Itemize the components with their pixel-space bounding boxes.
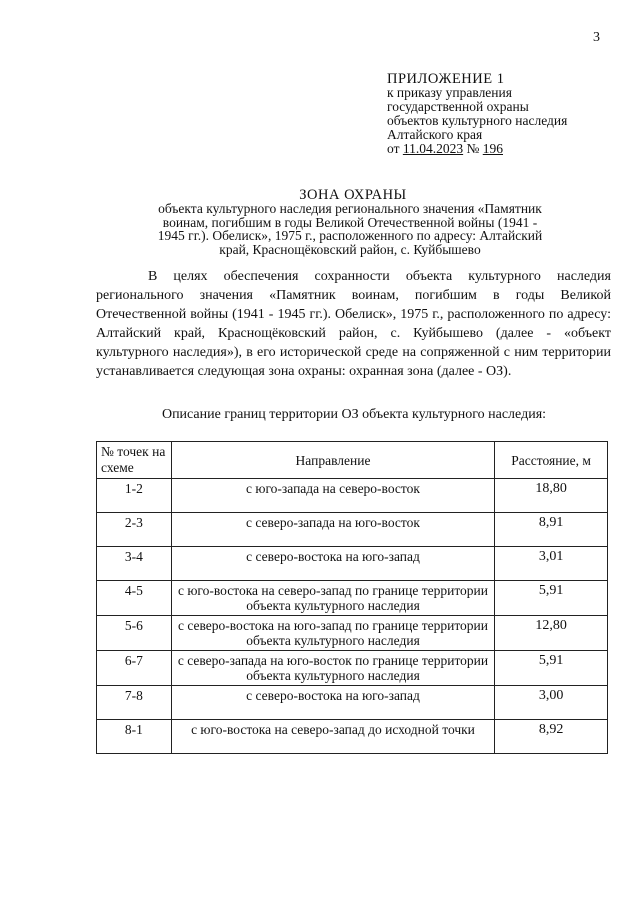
cell-direction: с северо-запада на юго-восток: [171, 513, 494, 547]
appendix-line: Алтайского края: [387, 127, 483, 142]
zone-title: ЗОНА ОХРАНЫ: [299, 187, 407, 203]
borders-table: [96, 441, 608, 754]
table-row: [97, 720, 608, 754]
table-row: [97, 651, 608, 686]
appendix-title: ПРИЛОЖЕНИЕ 1: [387, 71, 505, 87]
order-date: 11.04.2023: [402, 141, 464, 156]
header-direction: Направление: [171, 442, 494, 479]
cell-distance: 12,80: [495, 616, 608, 651]
number-prefix: №: [463, 141, 483, 156]
order-number: 196: [482, 141, 503, 156]
cell-direction: с северо-востока на юго-запад по границе территории объекта культурного наследия: [171, 616, 494, 651]
cell-direction: с юго-запада на северо-восток: [171, 479, 494, 513]
page-number: 3: [593, 30, 600, 45]
cell-direction: с северо-востока на юго-запад: [171, 686, 494, 720]
header-distance: Расстояние, м: [495, 442, 608, 479]
date-prefix: от: [387, 141, 403, 156]
cell-points: 1-2: [97, 479, 172, 513]
zone-subtitle: объекта культурного наследия регионального значения «Памятник воинам, погибшим в годы Великой Отечественной войны (1941 - 1945 гг.). Обелиск», 1975 г., расположенного по адресу: Алтайский край, Краснощёковский район, с. Куйбышево: [157, 201, 543, 257]
appendix-block: [387, 72, 627, 156]
cell-points: 2-3: [97, 513, 172, 547]
cell-points: 5-6: [97, 616, 172, 651]
table-row: [97, 686, 608, 720]
cell-distance: 3,01: [495, 547, 608, 581]
header-points: № точек на схеме: [97, 442, 172, 479]
cell-direction: с юго-востока на северо-запад до исходной точки: [171, 720, 494, 754]
cell-direction: с северо-запада на юго-восток по границе территории объекта культурного наследия: [171, 651, 494, 686]
table-row: [97, 581, 608, 616]
cell-distance: 5,91: [495, 581, 608, 616]
cell-points: 3-4: [97, 547, 172, 581]
cell-distance: 3,00: [495, 686, 608, 720]
appendix-line: к приказу управления: [387, 85, 512, 100]
cell-distance: 8,91: [495, 513, 608, 547]
cell-distance: 5,91: [495, 651, 608, 686]
appendix-line: объектов культурного наследия: [387, 113, 568, 128]
cell-points: 7-8: [97, 686, 172, 720]
cell-points: 4-5: [97, 581, 172, 616]
table-row: [97, 479, 608, 513]
cell-points: 8-1: [97, 720, 172, 754]
table-caption: Описание границ территории ОЗ объекта культурного наследия:: [161, 407, 547, 422]
table-row: [97, 616, 608, 651]
cell-distance: 8,92: [495, 720, 608, 754]
table-row: [97, 547, 608, 581]
intro-paragraph: В целях обеспечения сохранности объекта культурного наследия регионального значения «Памятник воинам, погибшим в годы Великой Отечественной войны (1941 - 1945 гг.). Обелиск», 1975 г., расположенного по адресу: Алтайский край, Краснощёковский район, с. Куйбышево (далее - «объект культурного наследия»), в его исторической среде на сопряженной с ним территории устанавливается следующая зона охраны: охранная зона (далее - ОЗ).: [96, 269, 611, 379]
appendix-date-line: [387, 142, 627, 156]
cell-points: 6-7: [97, 651, 172, 686]
table-header-row: [97, 442, 608, 479]
cell-direction: с юго-востока на северо-запад по границе территории объекта культурного наследия: [171, 581, 494, 616]
table-row: [97, 513, 608, 547]
appendix-line: государственной охраны: [387, 99, 529, 114]
cell-direction: с северо-востока на юго-запад: [171, 547, 494, 581]
cell-distance: 18,80: [495, 479, 608, 513]
